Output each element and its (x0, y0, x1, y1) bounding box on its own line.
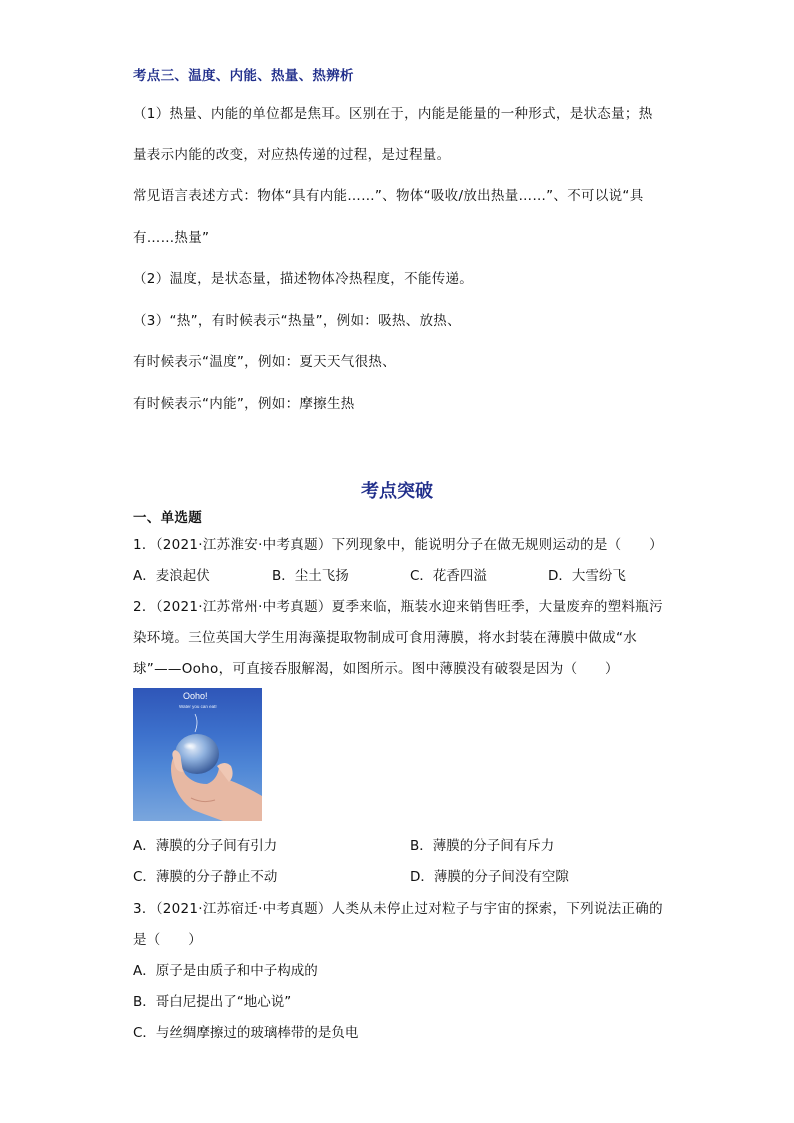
question-1-option-b: B．尘土飞扬 (272, 568, 349, 584)
question-3-stem-line-1: 3．（2021·江苏宿迁·中考真题）人类从未停止过对粒子与宇宙的探索，下列说法正确的 (133, 901, 663, 917)
question-2-option-c: C．薄膜的分子静止不动 (133, 869, 278, 885)
question-2-option-b: B．薄膜的分子间有斥力 (410, 838, 555, 854)
knowledge-paragraph-5: 有时候表示“温度”，例如：夏天天气很热、 (133, 354, 396, 370)
photo-title: Ooho! (183, 691, 208, 701)
question-1-option-a: A．麦浪起伏 (133, 568, 210, 584)
question-2-stem-line-3: 球”——Ooho，可直接吞服解渴，如图所示。图中薄膜没有破裂是因为（ ） (133, 661, 619, 677)
knowledge-paragraph-4: （3）“热”，有时候表示“热量”，例如：吸热、放热、 (133, 313, 461, 329)
ooho-water-ball-photo (133, 688, 262, 821)
question-2-option-a: A．薄膜的分子间有引力 (133, 838, 278, 854)
question-1-stem: 1．（2021·江苏淮安·中考真题）下列现象中，能说明分子在做无规则运动的是（ ） (133, 537, 663, 553)
knowledge-paragraph-2-line-1: 常见语言表述方式：物体“具有内能……”、物体“吸收/放出热量……”、不可以说“具 (133, 188, 644, 204)
question-2-stem-line-1: 2．（2021·江苏常州·中考真题）夏季来临，瓶装水迎来销售旺季，大量废弃的塑料瓶污 (133, 599, 663, 615)
question-2-stem-line-2: 染环境。三位英国大学生用海藻提取物制成可食用薄膜，将水封装在薄膜中做成“水 (133, 630, 638, 646)
question-2-option-d: D．薄膜的分子间没有空隙 (410, 869, 569, 885)
question-3-option-a: A．原子是由质子和中子构成的 (133, 963, 318, 979)
question-3-option-c: C．与丝绸摩擦过的玻璃棒带的是负电 (133, 1025, 359, 1041)
knowledge-paragraph-1-line-2: 量表示内能的改变，对应热传递的过程，是过程量。 (133, 147, 451, 163)
section-subheading: 一、单选题 (133, 510, 202, 526)
knowledge-paragraph-2-line-2: 有……热量” (133, 230, 210, 246)
section-title: 考点突破 (361, 481, 433, 502)
knowledge-heading: 考点三、温度、内能、热量、热辨析 (133, 68, 354, 84)
knowledge-paragraph-3: （2）温度，是状态量，描述物体冷热程度，不能传递。 (133, 271, 474, 287)
question-1-option-c: C．花香四溢 (410, 568, 487, 584)
knowledge-paragraph-1-line-1: （1）热量、内能的单位都是焦耳。区别在于，内能是能量的一种形式，是状态量；热 (133, 106, 653, 122)
question-1-option-d: D．大雪纷飞 (548, 568, 626, 584)
knowledge-paragraph-6: 有时候表示“内能”，例如：摩擦生热 (133, 396, 355, 412)
question-3-option-b: B．哥白尼提出了“地心说” (133, 994, 292, 1010)
photo-caption: Water you can eat! (179, 704, 217, 709)
question-3-stem-line-2: 是（ ） (133, 932, 202, 948)
